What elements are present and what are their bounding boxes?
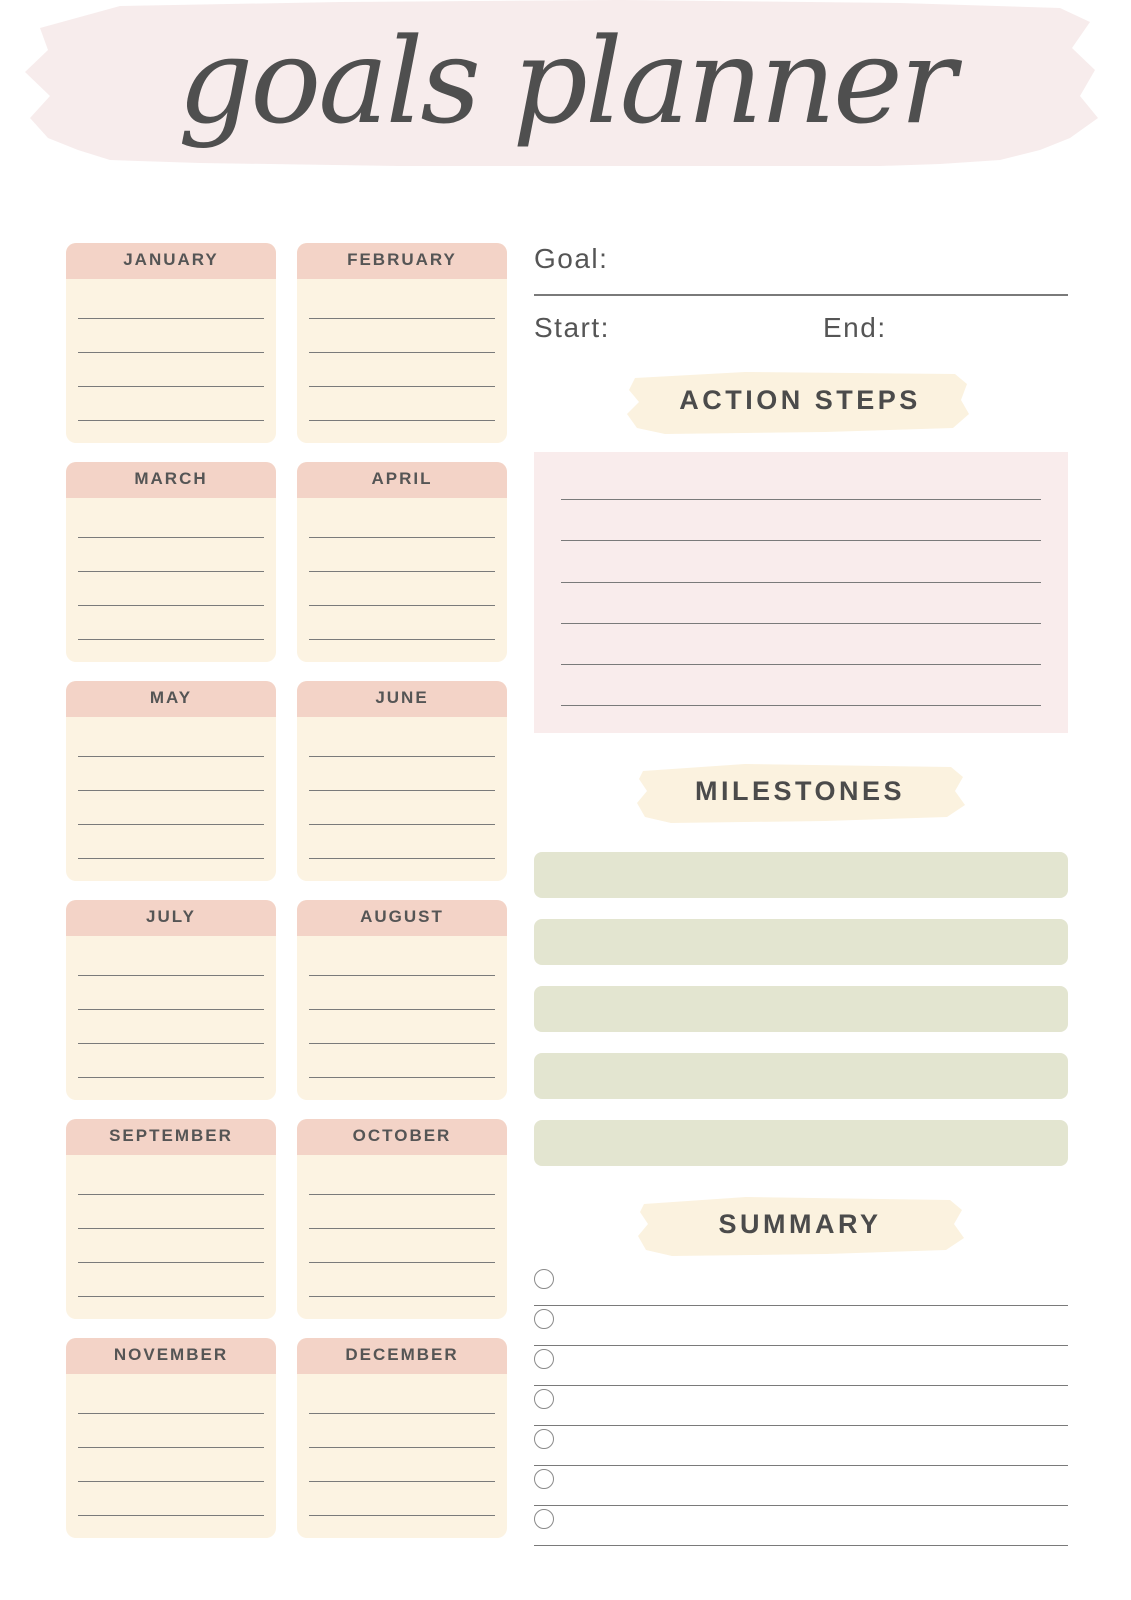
checkbox-circle-icon[interactable] — [534, 1269, 554, 1289]
month-header: NOVEMBER — [66, 1338, 276, 1374]
writing-line[interactable] — [78, 318, 264, 319]
month-card-november — [66, 1338, 276, 1538]
writing-line[interactable] — [78, 537, 264, 538]
action-steps-box — [534, 452, 1068, 733]
writing-line[interactable] — [309, 1043, 495, 1044]
writing-line[interactable] — [78, 756, 264, 757]
writing-line[interactable] — [309, 1009, 495, 1010]
action-step-line[interactable] — [561, 582, 1041, 583]
writing-line[interactable] — [78, 824, 264, 825]
summary-heading: SUMMARY — [718, 1209, 882, 1239]
action-steps-heading: ACTION STEPS — [679, 385, 921, 415]
month-card-october — [297, 1119, 507, 1319]
writing-line[interactable] — [78, 605, 264, 606]
writing-line[interactable] — [309, 639, 495, 640]
summary-item — [534, 1466, 1068, 1506]
milestone-field[interactable] — [534, 919, 1068, 965]
summary-item — [534, 1266, 1068, 1306]
milestones-heading: MILESTONES — [694, 776, 906, 806]
writing-line[interactable] — [78, 1296, 264, 1297]
month-header: OCTOBER — [297, 1119, 507, 1155]
writing-line[interactable] — [78, 1515, 264, 1516]
page-title: goals planner — [177, 12, 954, 150]
start-label: Start: — [534, 312, 610, 343]
writing-line[interactable] — [78, 352, 264, 353]
month-card-january — [66, 243, 276, 443]
writing-line[interactable] — [309, 537, 495, 538]
writing-line[interactable] — [309, 858, 495, 859]
checkbox-circle-icon[interactable] — [534, 1429, 554, 1449]
writing-line[interactable] — [309, 386, 495, 387]
milestone-field[interactable] — [534, 1053, 1068, 1099]
writing-line[interactable] — [309, 824, 495, 825]
writing-line[interactable] — [309, 1481, 495, 1482]
writing-line[interactable] — [309, 352, 495, 353]
checkbox-circle-icon[interactable] — [534, 1389, 554, 1409]
writing-line[interactable] — [309, 1194, 495, 1195]
writing-line[interactable] — [78, 858, 264, 859]
month-header: JULY — [66, 900, 276, 936]
summary-item — [534, 1386, 1068, 1426]
month-card-august — [297, 900, 507, 1100]
summary-line[interactable] — [534, 1545, 1068, 1547]
month-card-march — [66, 462, 276, 662]
month-header: JANUARY — [66, 243, 276, 279]
writing-line[interactable] — [309, 1413, 495, 1414]
writing-line[interactable] — [78, 639, 264, 640]
writing-line[interactable] — [78, 790, 264, 791]
checkbox-circle-icon[interactable] — [534, 1509, 554, 1529]
writing-line[interactable] — [309, 790, 495, 791]
checkbox-circle-icon[interactable] — [534, 1349, 554, 1369]
summary-item — [534, 1346, 1068, 1386]
summary-item — [534, 1306, 1068, 1346]
month-header: FEBRUARY — [297, 243, 507, 279]
writing-line[interactable] — [309, 1228, 495, 1229]
writing-line[interactable] — [309, 756, 495, 757]
writing-line[interactable] — [309, 1077, 495, 1078]
month-card-september — [66, 1119, 276, 1319]
writing-line[interactable] — [78, 1228, 264, 1229]
month-card-april — [297, 462, 507, 662]
action-step-line[interactable] — [561, 705, 1041, 706]
writing-line[interactable] — [78, 1413, 264, 1414]
month-card-june — [297, 681, 507, 881]
writing-line[interactable] — [78, 975, 264, 976]
writing-line[interactable] — [78, 571, 264, 572]
month-card-july — [66, 900, 276, 1100]
writing-line[interactable] — [309, 605, 495, 606]
writing-line[interactable] — [78, 1009, 264, 1010]
goal-label: Goal: — [534, 243, 609, 274]
writing-line[interactable] — [78, 1447, 264, 1448]
summary-item — [534, 1506, 1068, 1546]
writing-line[interactable] — [309, 318, 495, 319]
writing-line[interactable] — [309, 1296, 495, 1297]
month-card-may — [66, 681, 276, 881]
month-card-february — [297, 243, 507, 443]
month-header: AUGUST — [297, 900, 507, 936]
month-header: MAY — [66, 681, 276, 717]
month-header: MARCH — [66, 462, 276, 498]
checkbox-circle-icon[interactable] — [534, 1309, 554, 1329]
writing-line[interactable] — [78, 1043, 264, 1044]
goal-field-line[interactable] — [534, 294, 1068, 296]
writing-line[interactable] — [309, 420, 495, 421]
month-header: JUNE — [297, 681, 507, 717]
action-step-line[interactable] — [561, 623, 1041, 624]
writing-line[interactable] — [309, 571, 495, 572]
milestone-field[interactable] — [534, 852, 1068, 898]
writing-line[interactable] — [78, 1194, 264, 1195]
action-step-line[interactable] — [561, 664, 1041, 665]
end-label: End: — [823, 312, 887, 343]
month-header: DECEMBER — [297, 1338, 507, 1374]
month-header: APRIL — [297, 462, 507, 498]
writing-line[interactable] — [309, 975, 495, 976]
writing-line[interactable] — [78, 386, 264, 387]
writing-line[interactable] — [309, 1447, 495, 1448]
writing-line[interactable] — [309, 1515, 495, 1516]
month-card-december — [297, 1338, 507, 1538]
checkbox-circle-icon[interactable] — [534, 1469, 554, 1489]
writing-line[interactable] — [78, 1262, 264, 1263]
writing-line[interactable] — [78, 1077, 264, 1078]
action-step-line[interactable] — [561, 540, 1041, 541]
writing-line[interactable] — [309, 1262, 495, 1263]
summary-item — [534, 1426, 1068, 1466]
writing-line[interactable] — [78, 420, 264, 421]
action-step-line[interactable] — [561, 499, 1041, 500]
milestone-field[interactable] — [534, 986, 1068, 1032]
month-header: SEPTEMBER — [66, 1119, 276, 1155]
milestone-field[interactable] — [534, 1120, 1068, 1166]
writing-line[interactable] — [78, 1481, 264, 1482]
